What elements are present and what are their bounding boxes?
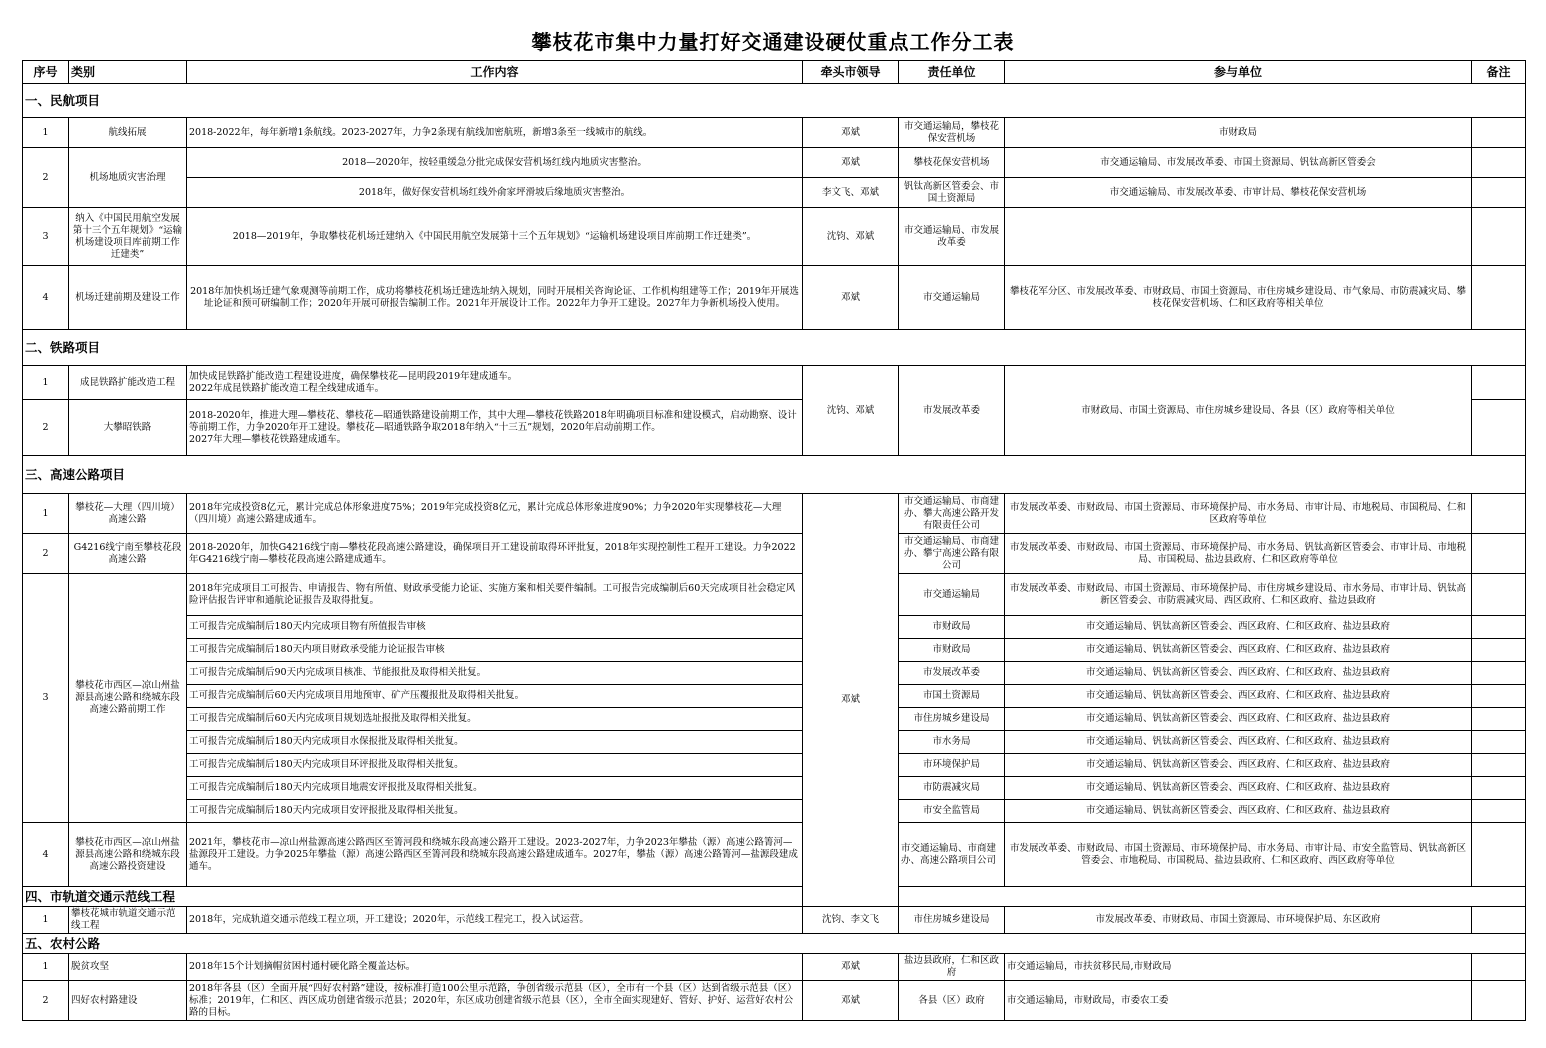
table-row xyxy=(23,708,1526,731)
col-header-leader: 牵头市领导 xyxy=(803,61,899,84)
row-remarks xyxy=(1472,534,1526,574)
row-no: 3 xyxy=(23,574,69,823)
row-leader: 邓斌 xyxy=(803,148,899,178)
table-row xyxy=(23,208,1526,266)
table-row xyxy=(23,366,1526,400)
section-heading: 五、农村公路 xyxy=(23,934,1526,954)
row-responsible: 市发展改革委 xyxy=(899,366,1005,456)
row-content: 2018年，完成轨道交通示范线工程立项，开工建设；2020年，示范线工程完工，投入试运营。 xyxy=(187,907,803,934)
row-participants: 市交通运输局、钒钛高新区管委会、西区政府、仁和区政府、盐边县政府 xyxy=(1005,777,1472,800)
row-content: 工可报告完成编制后180天内项目财政承受能力论证报告审核 xyxy=(187,639,803,662)
row-responsible: 市水务局 xyxy=(899,731,1005,754)
row-content: 2018年完成项目工可报告、申请报告、物有所值、财政承受能力论证、实施方案和相关要件编制。工可报告完成编制后60天完成项目社会稳定风险评估报告评审和通航论证报告及取得批复。 xyxy=(187,574,803,616)
row-category: G4216线宁南至攀枝花段高速公路 xyxy=(69,534,187,574)
row-responsible: 市交通运输局 xyxy=(899,266,1005,330)
row-leader: 邓斌 xyxy=(803,981,899,1021)
col-header-participants: 参与单位 xyxy=(1005,61,1472,84)
row-content: 工可报告完成编制后180天内完成项目物有所值报告审核 xyxy=(187,616,803,639)
row-responsible: 市国土资源局 xyxy=(899,685,1005,708)
row-no: 1 xyxy=(23,118,69,148)
content-line: 2022年成昆铁路扩能改造工程全线建成通车。 xyxy=(189,382,385,394)
row-participants: 市交通运输局，市扶贫移民局,市财政局 xyxy=(1005,954,1472,981)
row-remarks xyxy=(1472,708,1526,731)
table-row xyxy=(23,534,1526,574)
row-no: 2 xyxy=(23,148,69,208)
row-content: 2018年15个计划摘帽贫困村通村硬化路全覆盖达标。 xyxy=(187,954,803,981)
row-responsible: 市交通运输局、市发展改革委 xyxy=(899,208,1005,266)
row-remarks xyxy=(1472,685,1526,708)
row-responsible: 市交通运输局 xyxy=(899,574,1005,616)
table-row xyxy=(23,685,1526,708)
row-category: 攀枝花市西区—凉山州盐源县高速公路和绕城东段高速公路投资建设 xyxy=(69,823,187,887)
row-content xyxy=(187,400,803,456)
row-participants: 市财政局、市国土资源局、市住房城乡建设局、各县（区）政府等相关单位 xyxy=(1005,366,1472,456)
page-title: 攀枝花市集中力量打好交通建设硬仗重点工作分工表 xyxy=(531,30,1015,54)
col-header-content: 工作内容 xyxy=(187,61,803,84)
table-row xyxy=(23,981,1526,1021)
section-heading: 二、铁路项目 xyxy=(23,330,1526,366)
table-row xyxy=(23,494,1526,534)
col-header-remarks: 备注 xyxy=(1472,61,1526,84)
row-content: 2018-2020年，加快G4216线宁南—攀枝花段高速公路建设，确保项目开工建设前取得环评批复，2018年实现控制性工程开工建设。力争2022年G4216线宁南—攀枝花段高速公路建成通车。 xyxy=(187,534,803,574)
row-responsible: 市财政局 xyxy=(899,639,1005,662)
row-no: 1 xyxy=(23,954,69,981)
table-row xyxy=(23,823,1526,887)
row-no: 2 xyxy=(23,400,69,456)
row-responsible: 市住房城乡建设局 xyxy=(899,708,1005,731)
row-category: 四好农村路建设 xyxy=(69,981,187,1021)
table-row xyxy=(23,266,1526,330)
table-row xyxy=(23,754,1526,777)
section-heading: 四、市轨道交通示范线工程 xyxy=(23,887,1526,907)
row-remarks xyxy=(1472,366,1526,400)
row-content: 工可报告完成编制后180天内完成项目地震安评报批及取得相关批复。 xyxy=(187,777,803,800)
row-remarks xyxy=(1472,823,1526,887)
row-participants: 市发展改革委、市财政局、市国土资源局、市环境保护局、市水务局、钒钛高新区管委会、市审计局、市地税局、市国税局、盐边县政府、仁和区政府等单位 xyxy=(1005,534,1472,574)
row-content: 工可报告完成编制后60天内完成项目规划选址报批及取得相关批复。 xyxy=(187,708,803,731)
content-line: 加快成昆铁路扩能改造工程建设进度，确保攀枝花—昆明段2019年建成通车。 xyxy=(189,370,518,382)
row-participants: 市交通运输局、市发展改革委、市国土资源局、钒钛高新区管委会 xyxy=(1005,148,1472,178)
row-content: 2018—2019年，争取攀枝花机场迁建纳入《中国民用航空发展第十三个五年规划》“运输机场建设项目库前期工作迁建类”。 xyxy=(187,208,803,266)
row-content: 2018—2020年，按轻重缓急分批完成保安营机场红线内地质灾害整治。 xyxy=(187,148,803,178)
row-remarks xyxy=(1472,907,1526,934)
table-row xyxy=(23,662,1526,685)
row-responsible: 市环境保护局 xyxy=(899,754,1005,777)
row-leader: 李文飞、邓斌 xyxy=(803,178,899,208)
row-remarks xyxy=(1472,574,1526,616)
row-content: 2018年完成投资8亿元，累计完成总体形象进度75%；2019年完成投资8亿元，累计完成总体形象进度90%；力争2020年实现攀枝花—大理（四川境）高速公路建成通车。 xyxy=(187,494,803,534)
row-participants: 市交通运输局、钒钛高新区管委会、西区政府、仁和区政府、盐边县政府 xyxy=(1005,731,1472,754)
row-category: 攀枝花城市轨道交通示范线工程 xyxy=(69,907,187,934)
row-participants: 市交通运输局、市发展改革委、市审计局、攀枝花保安营机场 xyxy=(1005,178,1472,208)
row-participants: 市发展改革委、市财政局、市国土资源局、市环境保护局、东区政府 xyxy=(1005,907,1472,934)
row-participants: 市交通运输局、钒钛高新区管委会、西区政府、仁和区政府、盐边县政府 xyxy=(1005,754,1472,777)
row-participants: 市交通运输局、钒钛高新区管委会、西区政府、仁和区政府、盐边县政府 xyxy=(1005,685,1472,708)
row-category: 纳入《中国民用航空发展第十三个五年规划》“运输机场建设项目库前期工作迁建类” xyxy=(69,208,187,266)
row-leader: 沈钧、李文飞 xyxy=(803,907,899,934)
row-content: 2018年，做好保安营机场红线外俞家坪滑坡后缘地质灾害整治。 xyxy=(187,178,803,208)
row-responsible: 市交通运输局，攀枝花保安营机场 xyxy=(899,118,1005,148)
row-no: 3 xyxy=(23,208,69,266)
row-category: 攀枝花—大理（四川境）高速公路 xyxy=(69,494,187,534)
row-content: 2018年加快机场迁建气象观测等前期工作，成功将攀枝花机场迁建选址纳入规划，同时开展相关咨询论证、工作机构组建等工作；2019年开展选址论证和预可研编制工作；2020年开展可研报告编制工作。2021年开展设计工作。2022年力争开工建设。2027年力争新机场投入使用。 xyxy=(187,266,803,330)
row-remarks xyxy=(1472,494,1526,534)
table-row xyxy=(23,954,1526,981)
table-row xyxy=(23,574,1526,616)
row-remarks xyxy=(1472,266,1526,330)
row-remarks xyxy=(1472,800,1526,823)
row-category: 机场地质灾害治理 xyxy=(69,148,187,208)
row-remarks xyxy=(1472,981,1526,1021)
table-row xyxy=(23,616,1526,639)
row-content: 工可报告完成编制后180天内完成项目水保报批及取得相关批复。 xyxy=(187,731,803,754)
row-content: 2018-2022年，每年新增1条航线。2023-2027年，力争2条现有航线加密航班，新增3条至一线城市的航线。 xyxy=(187,118,803,148)
row-participants: 市交通运输局、钒钛高新区管委会、西区政府、仁和区政府、盐边县政府 xyxy=(1005,616,1472,639)
row-responsible: 盐边县政府，仁和区政府 xyxy=(899,954,1005,981)
row-remarks xyxy=(1472,754,1526,777)
row-leader: 邓斌 xyxy=(803,266,899,330)
row-participants: 市交通运输局、钒钛高新区管委会、西区政府、仁和区政府、盐边县政府 xyxy=(1005,639,1472,662)
row-responsible: 市安全监管局 xyxy=(899,800,1005,823)
row-leader: 沈钧、邓斌 xyxy=(803,208,899,266)
table-row xyxy=(23,639,1526,662)
row-participants: 市发展改革委、市财政局、市国土资源局、市环境保护局、市住房城乡建设局、市水务局、市审计局、钒钛高新区管委会、市防震减灾局、西区政府、仁和区政府、盐边县政府 xyxy=(1005,574,1472,616)
row-category: 脱贫攻坚 xyxy=(69,954,187,981)
table-row xyxy=(23,800,1526,823)
row-participants: 市财政局 xyxy=(1005,118,1472,148)
row-content: 工可报告完成编制后180天内完成项目环评报批及取得相关批复。 xyxy=(187,754,803,777)
table-row xyxy=(23,148,1526,178)
table-row xyxy=(23,777,1526,800)
col-header-category: 类别 xyxy=(69,61,187,84)
row-participants: 攀枝花军分区、市发展改革委、市财政局、市国土资源局、市住房城乡建设局、市气象局、市防震减灾局、攀枝花保安营机场、仁和区政府等相关单位 xyxy=(1005,266,1472,330)
row-responsible: 市住房城乡建设局 xyxy=(899,907,1005,934)
row-remarks xyxy=(1472,662,1526,685)
row-remarks xyxy=(1472,954,1526,981)
row-participants xyxy=(1005,208,1472,266)
row-leader: 沈钧、邓斌 xyxy=(803,366,899,456)
row-no: 1 xyxy=(23,366,69,400)
row-participants: 市交通运输局、钒钛高新区管委会、西区政府、仁和区政府、盐边县政府 xyxy=(1005,708,1472,731)
col-header-no: 序号 xyxy=(23,61,69,84)
row-no: 2 xyxy=(23,981,69,1021)
row-participants: 市交通运输局、钒钛高新区管委会、西区政府、仁和区政府、盐边县政府 xyxy=(1005,662,1472,685)
col-header-responsible: 责任单位 xyxy=(899,61,1005,84)
row-leader: 邓斌 xyxy=(803,118,899,148)
row-category: 大攀昭铁路 xyxy=(69,400,187,456)
table-row xyxy=(23,731,1526,754)
row-no: 4 xyxy=(23,266,69,330)
table-row xyxy=(23,178,1526,208)
row-participants: 市交通运输局，市财政局，市委农工委 xyxy=(1005,981,1472,1021)
row-no: 2 xyxy=(23,534,69,574)
row-remarks xyxy=(1472,178,1526,208)
row-content: 2021年，攀枝花市—凉山州盐源高速公路西区至箐河段和绕城东段高速公路开工建设。2023-2027年，力争2023年攀盐（源）高速公路箐河—盐源段开工建设。力争2025年攀盐（源）高速公路西区至箐河段和绕城东段高速公路建成通车。2027年，攀盐（源）高速公路箐河—盐源段建成通车。 xyxy=(187,823,803,887)
row-remarks xyxy=(1472,400,1526,456)
header-row xyxy=(23,61,1526,84)
work-division-table xyxy=(22,60,1526,1021)
table-row xyxy=(23,118,1526,148)
row-responsible: 钒钛高新区管委会、市国土资源局 xyxy=(899,178,1005,208)
row-category: 航线拓展 xyxy=(69,118,187,148)
row-responsible: 市交通运输局、市商建办、攀大高速公路开发有限责任公司 xyxy=(899,494,1005,534)
row-remarks xyxy=(1472,777,1526,800)
row-participants: 市发展改革委、市财政局、市国土资源局、市环境保护局、市水务局、市审计局、市地税局、市国税局、仁和区政府等单位 xyxy=(1005,494,1472,534)
table-row xyxy=(23,907,1526,934)
row-participants: 市交通运输局、钒钛高新区管委会、西区政府、仁和区政府、盐边县政府 xyxy=(1005,800,1472,823)
row-category: 机场迁建前期及建设工作 xyxy=(69,266,187,330)
row-content: 工可报告完成编制后60天内完成项目用地预审、矿产压覆报批及取得相关批复。 xyxy=(187,685,803,708)
row-content: 2018年各县（区）全面开展“四好农村路”建设，按标准打造100公里示范路，争创省级示范县（区），全市有一个县（区）达到省级示范县（区）标准；2019年，仁和区、西区成功创建省级示范县；2020年，东区成功创建省级示范县（区），全市全面实现建好、管好、护好、运营好农村公路的目标。 xyxy=(187,981,803,1021)
row-content: 工可报告完成编制后180天内完成项目安评报批及取得相关批复。 xyxy=(187,800,803,823)
row-responsible: 市防震减灾局 xyxy=(899,777,1005,800)
row-leader: 邓斌 xyxy=(803,494,899,907)
row-participants: 市发展改革委、市财政局、市国土资源局、市环境保护局、市水务局、市审计局、市安全监管局、钒钛高新区管委会、市地税局、市国税局、盐边县政府、仁和区政府、西区政府等单位 xyxy=(1005,823,1472,887)
row-remarks xyxy=(1472,731,1526,754)
row-category: 成昆铁路扩能改造工程 xyxy=(69,366,187,400)
row-remarks xyxy=(1472,616,1526,639)
section-heading: 三、高速公路项目 xyxy=(23,456,1526,494)
row-leader: 邓斌 xyxy=(803,954,899,981)
row-remarks xyxy=(1472,118,1526,148)
row-responsible: 市交通运输局、市商建办、高速公路项目公司 xyxy=(899,823,1005,887)
row-no: 1 xyxy=(23,494,69,534)
row-remarks xyxy=(1472,148,1526,178)
row-responsible: 攀枝花保安营机场 xyxy=(899,148,1005,178)
row-content: 工可报告完成编制后90天内完成项目核准、节能报批及取得相关批复。 xyxy=(187,662,803,685)
row-category: 攀枝花市西区—凉山州盐源县高速公路和绕城东段高速公路前期工作 xyxy=(69,574,187,823)
row-content xyxy=(187,366,803,400)
row-remarks xyxy=(1472,208,1526,266)
row-remarks xyxy=(1472,639,1526,662)
row-no: 1 xyxy=(23,907,69,934)
content-line: 2018-2020年，推进大理—攀枝花、攀枝花—昭通铁路建设前期工作，其中大理—攀枝花铁路2018年明确项目标准和建设模式，启动勘察、设计等前期工作，力争2020年开工建设。攀枝花—昭通铁路争取2018年纳入“十三五”规划，2020年启动前期工作。 xyxy=(189,409,797,433)
row-responsible: 市财政局 xyxy=(899,616,1005,639)
row-responsible: 各县（区）政府 xyxy=(899,981,1005,1021)
row-no: 4 xyxy=(23,823,69,887)
row-responsible: 市发展改革委 xyxy=(899,662,1005,685)
content-line: 2027年大理—攀枝花铁路建成通车。 xyxy=(189,433,347,445)
section-heading: 一、民航项目 xyxy=(23,84,1526,118)
row-responsible: 市交通运输局、市商建办、攀宁高速公路有限公司 xyxy=(899,534,1005,574)
